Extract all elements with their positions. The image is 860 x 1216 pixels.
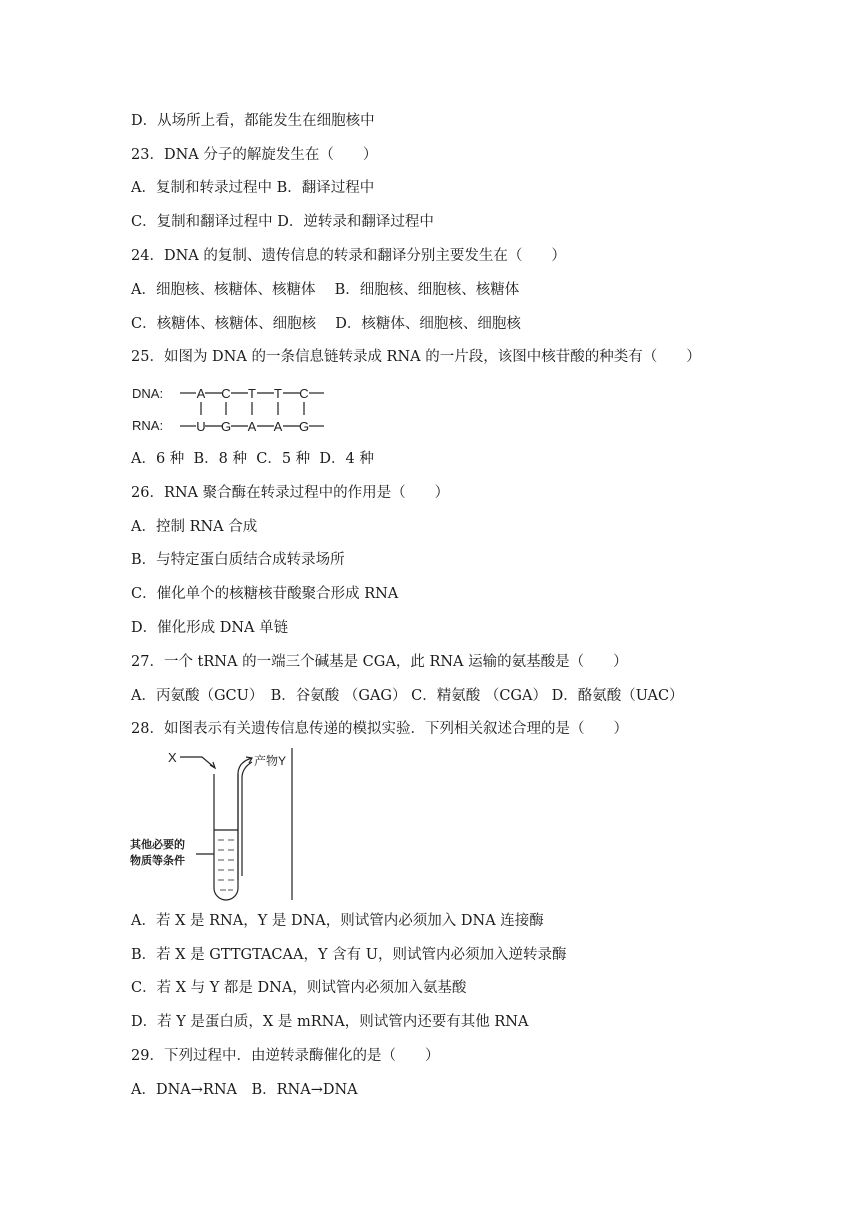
q25-stem: 25．如图为 DNA 的一条信息链转录成 RNA 的一片段，该图中核苷酸的种类有（ ） bbox=[131, 349, 701, 365]
rna-base-1: U bbox=[196, 419, 206, 434]
rna-base-2: G bbox=[220, 419, 232, 434]
dna-base-3: T bbox=[248, 386, 256, 401]
q29-options: A．DNA→RNA B．RNA→DNA bbox=[131, 1082, 358, 1098]
side-label-line-1: 其他必要的 bbox=[130, 839, 185, 851]
rna-base-5: G bbox=[298, 419, 310, 434]
q26-option-b: B．与特定蛋白质结合成转录场所 bbox=[131, 552, 345, 568]
q25-dna-rna-figure bbox=[130, 378, 330, 436]
q23-stem: 23．DNA 分子的解旋发生在（ ） bbox=[131, 147, 378, 163]
q28-test-tube-figure bbox=[130, 748, 296, 904]
dna-base-5: C bbox=[299, 386, 309, 401]
q26-option-d: D．催化形成 DNA 单链 bbox=[131, 620, 289, 636]
q26-option-a: A．控制 RNA 合成 bbox=[131, 519, 258, 535]
q23-options-cd: C．复制和翻译过程中 D．逆转录和翻译过程中 bbox=[131, 214, 434, 230]
q24-stem: 24．DNA 的复制、遗传信息的转录和翻译分别主要发生在（ ） bbox=[131, 248, 566, 264]
dna-label: DNA: bbox=[132, 386, 164, 401]
q29-stem: 29．下列过程中．由逆转录酶催化的是（ ） bbox=[131, 1048, 440, 1064]
q28-option-d: D．若 Y 是蛋白质，X 是 mRNA，则试管内还要有其他 RNA bbox=[131, 1014, 529, 1030]
product-y-label: 产物Y bbox=[254, 754, 287, 768]
dna-base-1: A bbox=[196, 386, 206, 401]
side-label-line-2: 物质等条件 bbox=[130, 855, 185, 867]
q27-stem: 27．一个 tRNA 的一端三个碱基是 CGA，此 RNA 运输的氨基酸是（ ） bbox=[131, 654, 628, 670]
rna-base-3: A bbox=[247, 419, 257, 434]
dna-base-4: T bbox=[274, 386, 282, 401]
dna-base-2: C bbox=[221, 386, 231, 401]
q28-option-b: B．若 X 是 GTTGTACAA，Y 含有 U，则试管内必须加入逆转录酶 bbox=[131, 947, 567, 963]
q28-stem: 28．如图表示有关遗传信息传递的模拟实验．下列相关叙述合理的是（ ） bbox=[131, 721, 628, 737]
q25-options: A．6 种 B．8 种 C．5 种 D．4 种 bbox=[131, 451, 374, 467]
q28-option-a: A．若 X 是 RNA，Y 是 DNA，则试管内必须加入 DNA 连接酶 bbox=[131, 913, 544, 929]
q22-option-d: D．从场所上看，都能发生在细胞核中 bbox=[131, 113, 375, 129]
x-label: X bbox=[168, 750, 177, 765]
rna-base-4: A bbox=[273, 419, 283, 434]
q24-options-ab: A．细胞核、核糖体、核糖体 B．细胞核、细胞核、核糖体 bbox=[131, 282, 520, 298]
q26-option-c: C．催化单个的核糖核苷酸聚合形成 RNA bbox=[131, 586, 399, 602]
q28-option-c: C．若 X 与 Y 都是 DNA，则试管内必须加入氨基酸 bbox=[131, 980, 467, 996]
q26-stem: 26．RNA 聚合酶在转录过程中的作用是（ ） bbox=[131, 485, 450, 501]
q23-options-ab: A．复制和转录过程中 B．翻译过程中 bbox=[131, 180, 375, 196]
rna-label: RNA: bbox=[132, 418, 164, 433]
q24-options-cd: C．核糖体、核糖体、细胞核 D．核糖体、细胞核、细胞核 bbox=[131, 316, 521, 332]
q27-options: A．丙氨酸（GCU） B．谷氨酸 （GAG） C．精氨酸 （CGA） D．酪氨酸（UAC） bbox=[131, 688, 684, 704]
